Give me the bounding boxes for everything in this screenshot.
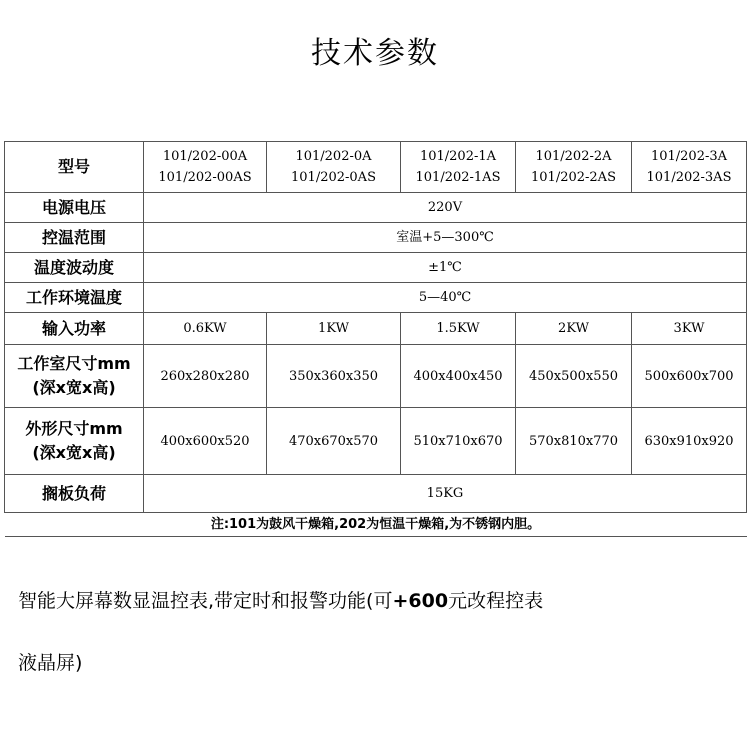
page-title: 技术参数 — [311, 36, 439, 71]
power-value: 1KW — [267, 313, 401, 345]
price-addon: +600 — [392, 590, 449, 612]
feature-text-end: 元改程控表 — [448, 590, 544, 612]
model-cell — [401, 142, 516, 193]
temp-range-row — [5, 223, 747, 253]
model-code-s: 101/202-3AS — [646, 170, 732, 185]
chamber-row — [5, 345, 747, 408]
feature-text: 智能大屏幕数显温控表,带定时和报警功能(可 — [18, 590, 393, 612]
chamber-value: 450x500x550 — [516, 345, 632, 408]
model-cell — [267, 142, 401, 193]
outer-row — [5, 408, 747, 475]
model-code: 101/202-0A — [295, 149, 372, 164]
shelf-label: 搁板负荷 — [5, 475, 144, 513]
chamber-value: 500x600x700 — [632, 345, 747, 408]
fluctuation-value: ±1℃ — [144, 253, 747, 283]
model-label: 型号 — [5, 142, 144, 193]
chamber-value: 350x360x350 — [267, 345, 401, 408]
power-value: 3KW — [632, 313, 747, 345]
model-code: 101/202-00A — [162, 149, 248, 164]
model-code-s: 101/202-00AS — [158, 170, 252, 185]
model-cell — [144, 142, 267, 193]
model-code: 101/202-2A — [535, 149, 612, 164]
shelf-row — [5, 475, 747, 513]
model-code-s: 101/202-1AS — [415, 170, 501, 185]
note-text: 注:101为鼓风干燥箱,202为恒温干燥箱,为不锈钢内胆。 — [5, 513, 747, 537]
model-cell — [516, 142, 632, 193]
voltage-label: 电源电压 — [5, 193, 144, 223]
fluctuation-label: 温度波动度 — [5, 253, 144, 283]
model-code-s: 101/202-2AS — [531, 170, 616, 185]
model-cell — [632, 142, 747, 193]
outer-value: 510x710x670 — [401, 408, 516, 475]
outer-value: 570x810x770 — [516, 408, 632, 475]
outer-label-line1: 外形尺寸mm — [25, 419, 123, 438]
outer-value: 630x910x920 — [632, 408, 747, 475]
power-row — [5, 313, 747, 345]
power-value: 1.5KW — [401, 313, 516, 345]
feature-paragraph-line2: 液晶屏) — [18, 652, 83, 674]
fluctuation-row — [5, 253, 747, 283]
model-code-s: 101/202-0AS — [291, 170, 376, 185]
outer-label — [5, 408, 144, 475]
temp-range-label: 控温范围 — [5, 223, 144, 253]
chamber-value: 260x280x280 — [144, 345, 267, 408]
power-value: 2KW — [516, 313, 632, 345]
spec-table — [4, 141, 747, 537]
ambient-label: 工作环境温度 — [5, 283, 144, 313]
outer-value: 470x670x570 — [267, 408, 401, 475]
power-label: 输入功率 — [5, 313, 144, 345]
feature-paragraph-line1 — [18, 586, 543, 613]
shelf-value: 15KG — [144, 475, 747, 513]
power-value: 0.6KW — [144, 313, 267, 345]
outer-label-line2: (深x宽x高) — [32, 443, 116, 462]
chamber-label-line2: (深x宽x高) — [32, 378, 116, 397]
chamber-value: 400x400x450 — [401, 345, 516, 408]
model-row — [5, 142, 747, 193]
model-code: 101/202-1A — [419, 149, 497, 164]
chamber-label-line1: 工作室尺寸mm — [17, 354, 131, 373]
chamber-label — [5, 345, 144, 408]
voltage-value: 220V — [144, 193, 747, 223]
temp-range-value: 室温+5—300℃ — [144, 223, 747, 253]
ambient-row — [5, 283, 747, 313]
ambient-value: 5—40℃ — [144, 283, 747, 313]
voltage-row — [5, 193, 747, 223]
outer-value: 400x600x520 — [144, 408, 267, 475]
note-row — [5, 513, 747, 537]
model-code: 101/202-3A — [650, 149, 728, 164]
